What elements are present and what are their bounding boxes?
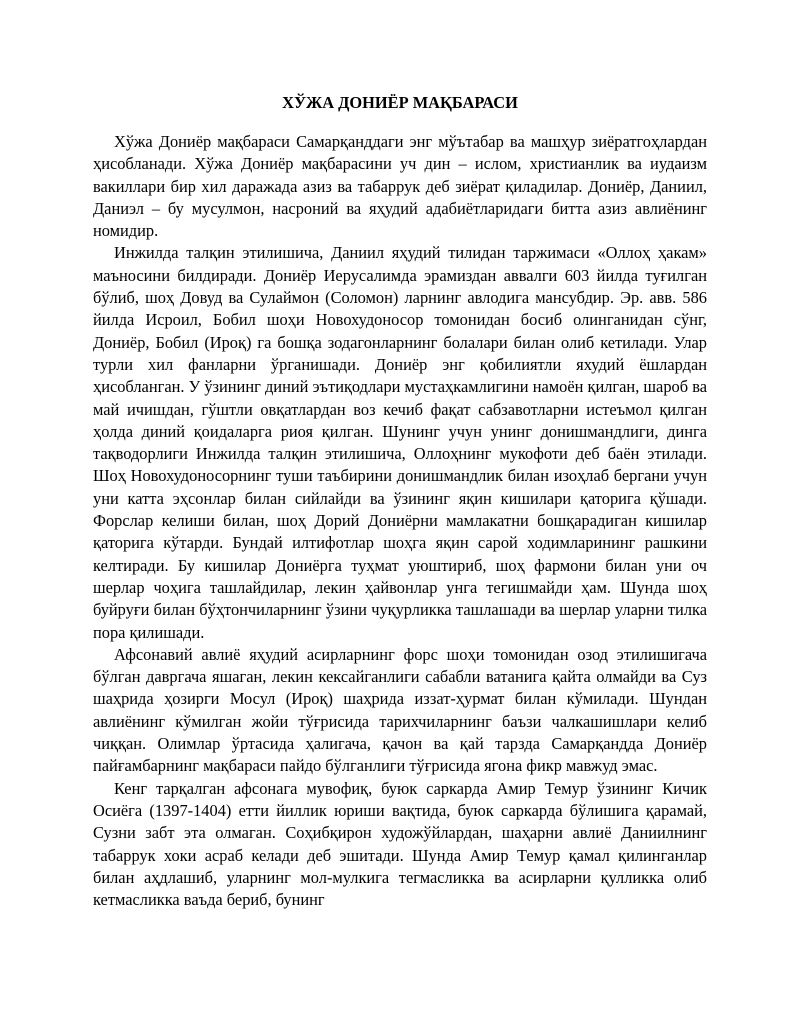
paragraph-burial: Афсонавий авлиё яҳудий асирларнинг форс шоҳи томонидан озод этилишигача бўлган давргача яшаган, лекин кексайганлиги сабабли ватанига қайта олмайди ва Суз шаҳрида ҳозирги Мосул (Ироқ) шаҳрида иззат-ҳурмат билан кўмилади. Шундан авлиёнинг кўмилган жойи тўғрисида тарихчиларнинг баъзи чалкашишлари келиб чиққан. Олимлар ўртасида ҳалигача, қачон ва қай тарзда Самарқандда Дониёр пайғамбарнинг мақбараси пайдо бўлганлиги тўғрисида ягона фикр мавжуд эмас.: [93, 644, 707, 776]
document-page: [93, 92, 707, 911]
document-title: ХЎЖА ДОНИЁР МАҚБАРАСИ: [282, 93, 518, 112]
paragraph-biography: Инжилда талқин этилишича, Даниил яҳудий тилидан таржимаси «Оллоҳ ҳакам» маъносини билдиради. Дониёр Иерусалимда эрамиздан аввалги 603 йилда туғилган бўлиб, шоҳ Довуд ва Сулаймон (Соломон) ларнинг авлодига мансубдир. Эр. авв. 586 йилда Исроил, Бобил шоҳи Новохудоносор томонидан босиб олинганидан сўнг, Дониёр, Бобил (Ироқ) га бошқа зодагонларнинг болалари билан олиб кетилади. Улар турли хил фанларни ўрганишади. Дониёр энг қобилиятли яхудий ёшлардан ҳисобланган. У ўзининг диний эътиқодлари мустаҳкамлигини намоён қилган, шароб ва май ичишдан, гўштли овқатлардан воз кечиб фақат сабзавотларни истеъмол қилган ҳолда диний қоидаларга риоя қилган. Шунинг учун унинг донишмандлиги, динга тақводорлиги Инжилда талқин этилишича, Оллоҳнинг мукофоти деб баён этилади. Шоҳ Новохудоносорнинг туши таъбирини донишмандлик билан изоҳлаб бергани учун уни катта эҳсонлар билан сийлайди ва ўзининг яқин кишилари қаторига қўшади. Форслар келиши билан, шоҳ Дорий Дониёрни мамлакатни бошқарадиган кишилар қаторига кўтарди. Бундай илтифотлар шоҳга яқин сарой ходимларининг рашкини келтиради. Бу кишилар Дониёрга туҳмат уюштириб, шоҳ фармони билан уни оч шерлар чоҳига ташлайдилар, лекин ҳайвонлар унга тегишмайди ҳам. Шунда шоҳ буйруғи билан бўҳтончиларнинг ўзини чуқурликка ташлашади ва шерлар уларни тилка пора қилишади.: [93, 243, 707, 642]
paragraph-legend: Кенг тарқалган афсонага мувофиқ, буюк саркарда Амир Темур ўзининг Кичик Осиёга (1397-1404) етти йиллик юриши вақтида, буюк саркарда бўлишига қарамай, Сузни забт эта олмаган. Соҳибқирон художўйлардан, шаҳарни авлиё Даниилнинг табаррук хоки асраб келади деб эшитади. Шунда Амир Темур қамал қилинганлар билан аҳдлашиб, уларнинг мол-мулкига тегмасликка ва асирларни қулликка олиб кетмасликка ваъда бериб, бунинг: [93, 778, 707, 910]
paragraph-intro: Хўжа Дониёр мақбараси Самарқанддаги энг мўътабар ва машҳур зиёратгоҳлардан ҳисобланади. Хўжа Дониёр мақбарасини уч дин – ислом, христианлик ва иудаизм вакиллари бир хил даражада азиз ва табаррук деб зиёрат қиладилар. Дониёр, Даниил, Даниэл – бу мусулмон, насроний ва яҳудий адабиётларидаги битта азиз авлиёнинг номидир.: [93, 132, 707, 241]
